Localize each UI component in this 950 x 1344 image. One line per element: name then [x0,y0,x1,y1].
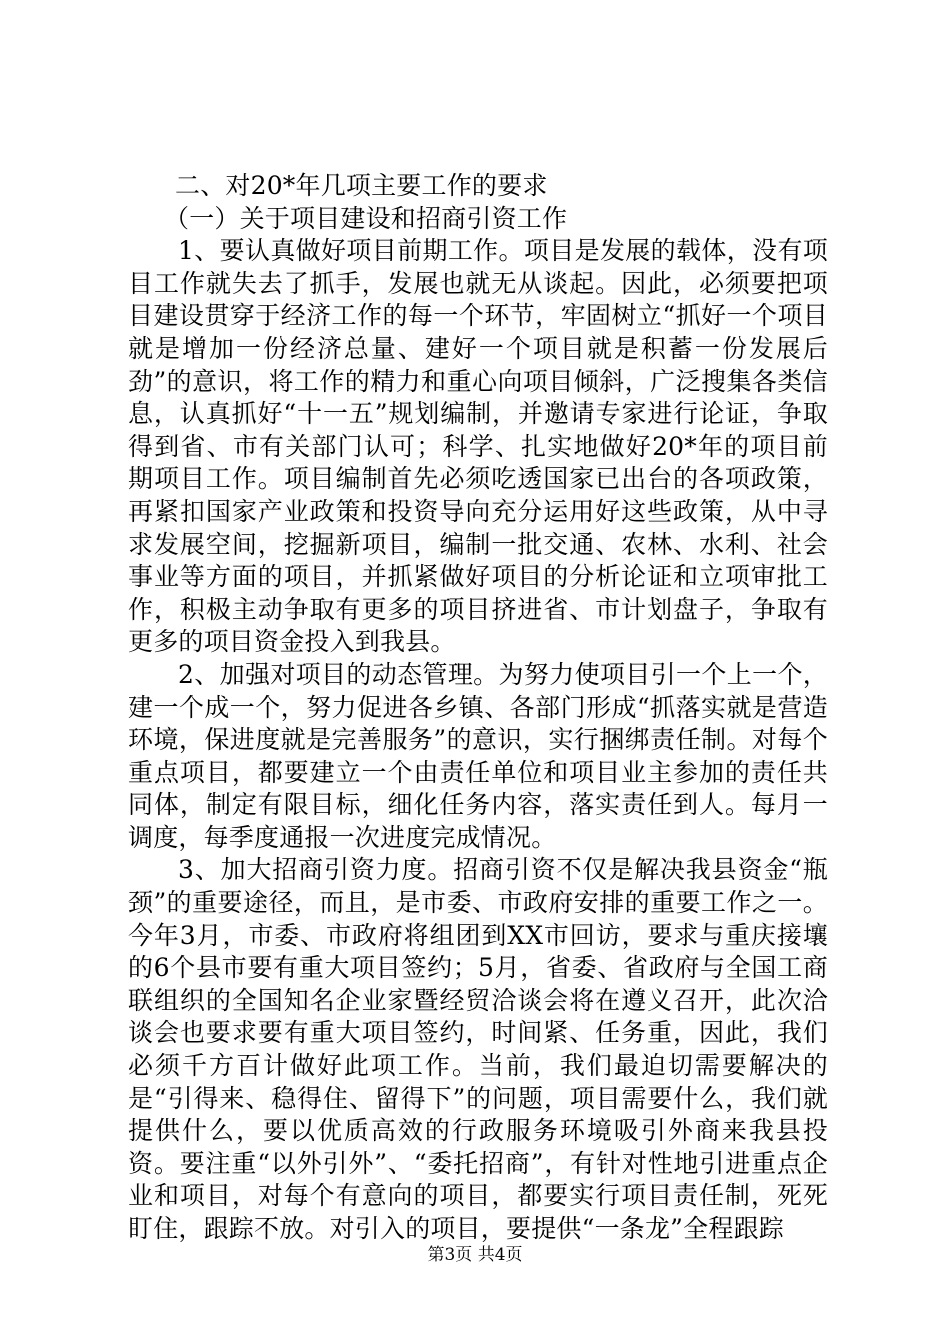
paragraph-dynamic-management: 2、加强对项目的动态管理。为努力使项目引一个上一个，建一个成一个，努力促进各乡镇、各部门形成“抓落实就是营造环境，保进度就是完善服务”的意识，实行捆绑责任制。对每个重点项目，都要建立一个由责任单位和项目业主参加的责任共同体，制定有限目标，细化任务内容，落实责任到人。每月一调度，每季度通报一次进度完成情况。 [128,659,828,852]
paragraph-investment-attraction: 3、加大招商引资力度。招商引资不仅是解决我县资金“瓶颈”的重要途径，而且，是市委、市政府安排的重要工作之一。今年3月，市委、市政府将组团到XX市回访，要求与重庆接壤的6个县市要有重大项目签约；5月，省委、省政府与全国工商联组织的全国知名企业家暨经贸洽谈会将在遵义召开，此次洽谈会也要求要有重大项目签约，时间紧、任务重，因此，我们必须千方百计做好此项工作。当前，我们最迫切需要解决的是“引得来、稳得住、留得下”的问题，项目需要什么，我们就提供什么，要以优质高效的行政服务环境吸引外商来我县投资。要注重“以外引外”、“委托招商”，有针对性地引进重点企业和项目，对每个有意向的项目，都要实行项目责任制，死死盯住，跟踪不放。对引入的项目，要提供“一条龙”全程跟踪 [128,855,828,1243]
page-footer: 第3页 共4页 [427,1245,523,1265]
subsection-heading: （一）关于项目建设和招商引资工作 [164,203,568,233]
paragraph-project-preparation: 1、要认真做好项目前期工作。项目是发展的载体，没有项目工作就失去了抓手，发展也就无从谈起。因此，必须要把项目建设贯穿于经济工作的每一个环节，牢固树立“抓好一个项目就是增加一份经济总量、建好一个项目就是积蓄一份发展后劲”的意识，将工作的精力和重心向项目倾斜，广泛搜集各类信息，认真抓好“十一五”规划编制，并邀请专家进行论证，争取得到省、市有关部门认可；科学、扎实地做好20*年的项目前期项目工作。项目编制首先必须吃透国家已出台的各项政策，再紧扣国家产业政策和投资导向充分运用好这些政策，从中寻求发展空间，挖掘新项目，编制一批交通、农林、水利、社会事业等方面的项目，并抓紧做好项目的分析论证和立项审批工作，积极主动争取有更多的项目挤进省、市计划盘子，争取有更多的项目资金投入到我县。 [128,236,828,657]
document-body [128,170,828,1246]
section-heading: 二、对20*年几项主要工作的要求 [175,171,548,200]
